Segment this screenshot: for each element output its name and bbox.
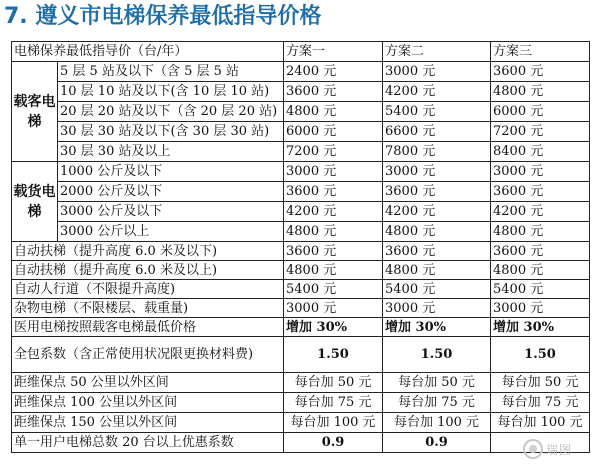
header-plan2: 方案二	[383, 42, 491, 62]
table-row	[12, 122, 590, 142]
row-plan3: 3600 元	[491, 182, 590, 202]
table-row	[12, 242, 590, 261]
table-row	[12, 337, 590, 373]
row-plan3: 4800 元	[491, 222, 590, 242]
row-plan3: 3000 元	[491, 162, 590, 182]
row-plan2: 4200 元	[383, 82, 491, 102]
row-label: 30 层 30 站及以下(含 30 层 30 站)	[58, 122, 284, 142]
table-row	[12, 261, 590, 280]
table-row	[12, 373, 590, 393]
row-label: 医用电梯按照载客电梯最低价格	[12, 318, 284, 337]
row-plan3: 8400 元	[491, 142, 590, 162]
row-plan3: 4200 元	[491, 202, 590, 222]
row-label: 距维保点 50 公里以外区间	[12, 373, 284, 393]
row-plan1: 2400 元	[284, 62, 383, 82]
row-plan1: 4800 元	[284, 222, 383, 242]
table-row	[12, 222, 590, 242]
row-plan1: 增加 30%	[284, 318, 383, 337]
row-plan1: 3000 元	[284, 162, 383, 182]
row-plan2: 7800 元	[383, 142, 491, 162]
row-label: 10 层 10 站及以下(含 10 层 10 站)	[58, 82, 284, 102]
watermark-text: 瑞图	[546, 443, 573, 457]
header-plan3: 方案三	[491, 42, 590, 62]
page-title: 7. 遵义市电梯保养最低指导价格	[4, 4, 322, 29]
row-plan2: 4800 元	[383, 261, 491, 280]
row-label: 自动扶梯（提升高度 6.0 米及以下)	[12, 242, 284, 261]
row-label: 3000 公斤及以下	[58, 202, 284, 222]
row-label: 1000 公斤及以下	[58, 162, 284, 182]
row-plan1: 3000 元	[284, 299, 383, 318]
row-plan1: 3600 元	[284, 242, 383, 261]
row-plan3: 7200 元	[491, 122, 590, 142]
row-plan2: 3000 元	[383, 62, 491, 82]
row-plan3: 5400 元	[491, 280, 590, 299]
table-row	[12, 62, 590, 82]
watermark	[522, 436, 592, 462]
row-plan2: 3000 元	[383, 299, 491, 318]
table-row	[12, 433, 590, 453]
table-row	[12, 280, 590, 299]
row-plan1: 3600 元	[284, 82, 383, 102]
header-plan1: 方案一	[284, 42, 383, 62]
row-plan1: 6000 元	[284, 122, 383, 142]
table-row	[12, 162, 590, 182]
row-plan2: 每台加 75 元	[383, 393, 491, 413]
group-freight-label: 载货电梯	[12, 162, 58, 242]
row-label: 20 层 20 站及以下（含 20 层 20 站)	[58, 102, 284, 122]
header-item: 电梯保养最低指导价（台/年）	[12, 42, 284, 62]
row-plan2: 每台加 50 元	[383, 373, 491, 393]
row-plan2: 每台加 100 元	[383, 413, 491, 433]
row-plan2: 3600 元	[383, 182, 491, 202]
table-row	[12, 202, 590, 222]
row-plan1: 7200 元	[284, 142, 383, 162]
logo-icon	[522, 438, 544, 460]
row-plan1: 4800 元	[284, 102, 383, 122]
row-plan3: 每台加 75 元	[491, 393, 590, 413]
row-plan3: 增加 30%	[491, 318, 590, 337]
table-row	[12, 413, 590, 433]
row-plan1: 3600 元	[284, 182, 383, 202]
row-plan3: 1.50	[491, 337, 590, 373]
row-plan2: 0.9	[383, 433, 491, 453]
row-plan2: 5400 元	[383, 102, 491, 122]
row-plan1: 0.9	[284, 433, 383, 453]
table-row	[12, 102, 590, 122]
row-plan2: 6600 元	[383, 122, 491, 142]
row-label: 5 层 5 站及以下（含 5 层 5 站	[58, 62, 284, 82]
row-plan1: 每台加 50 元	[284, 373, 383, 393]
table-row	[12, 318, 590, 337]
row-plan1: 4200 元	[284, 202, 383, 222]
row-label: 单一用户电梯总数 20 台以上优惠系数	[12, 433, 284, 453]
row-plan2: 增加 30%	[383, 318, 491, 337]
row-label: 自动扶梯（提升高度 6.0 米及以上)	[12, 261, 284, 280]
row-label: 杂物电梯（不限楼层、载重量)	[12, 299, 284, 318]
row-plan3: 3600 元	[491, 242, 590, 261]
row-plan2: 4800 元	[383, 222, 491, 242]
row-label: 3000 公斤以上	[58, 222, 284, 242]
table-row	[12, 299, 590, 318]
row-plan2: 4200 元	[383, 202, 491, 222]
table-row	[12, 82, 590, 102]
row-plan3: 4800 元	[491, 82, 590, 102]
row-plan3: 6000 元	[491, 102, 590, 122]
row-plan1: 4800 元	[284, 261, 383, 280]
table-row	[12, 142, 590, 162]
row-plan1: 每台加 75 元	[284, 393, 383, 413]
row-plan2: 1.50	[383, 337, 491, 373]
row-plan3: 每台加 100 元	[491, 413, 590, 433]
table-header-row	[12, 42, 590, 62]
row-label: 30 层 30 站及以上	[58, 142, 284, 162]
price-table	[11, 41, 590, 453]
row-plan3: 每台加 50 元	[491, 373, 590, 393]
table-row	[12, 182, 590, 202]
row-plan2: 5400 元	[383, 280, 491, 299]
row-plan1: 5400 元	[284, 280, 383, 299]
row-plan1: 每台加 100 元	[284, 413, 383, 433]
row-label: 距维保点 100 公里以外区间	[12, 393, 284, 413]
row-label: 全包系数（含正常使用状况限更换材料费)	[12, 337, 284, 373]
row-plan2: 3600 元	[383, 242, 491, 261]
group-passenger-label: 载客电梯	[12, 62, 58, 162]
row-plan3: 4800 元	[491, 261, 590, 280]
row-label: 自动人行道（不限提升高度)	[12, 280, 284, 299]
row-plan3: 3000 元	[491, 299, 590, 318]
row-plan1: 1.50	[284, 337, 383, 373]
row-plan3: 3600 元	[491, 62, 590, 82]
row-label: 距维保点 150 公里以外区间	[12, 413, 284, 433]
row-plan2: 3000 元	[383, 162, 491, 182]
table-row	[12, 393, 590, 413]
row-label: 2000 公斤及以下	[58, 182, 284, 202]
